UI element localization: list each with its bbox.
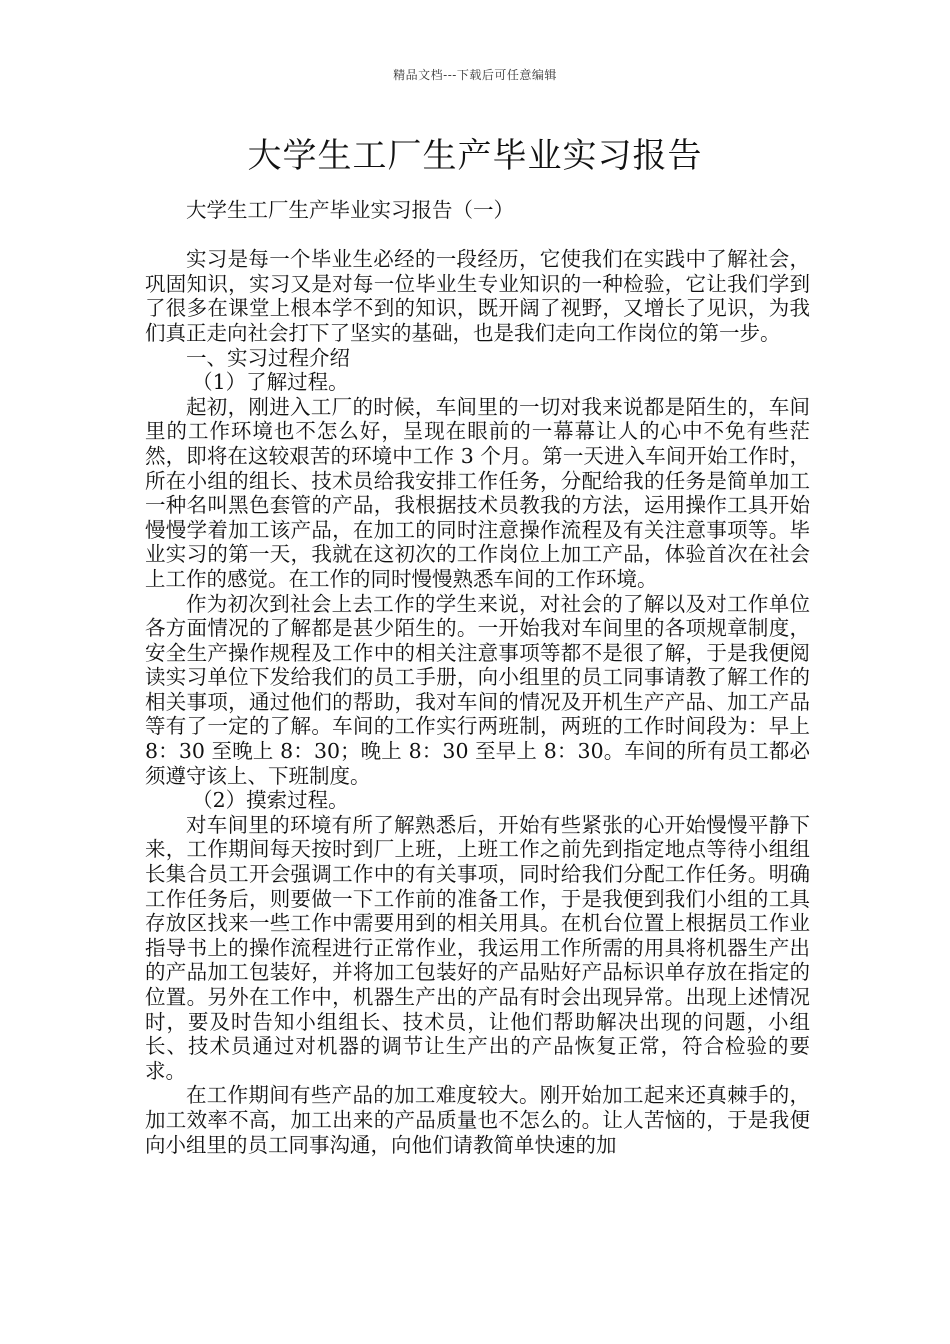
paragraph-rules: 作为初次到社会上去工作的学生来说，对社会的了解以及对工作单位各方面情况的了解都是甚少陌生的。一开始我对车间里的各项规章制度，安全生产操作规程及工作中的相关注意事项等都不是很了解，于是我便阅读实习单位下发给我们的员工手册，向小组里的员工同事请教了解工作的相关事项，通过他们的帮助，我对车间的情况及开机生产产品、加工产品等有了一定的了解。车间的工作实行两班制，两班的工作时间段为：早上 8：30 至晚上 8：30；晚上 8：30 至早上 8：30。车间的所有员工都必须遵守该上、下班制度。	[145, 591, 810, 788]
section-heading: 一、实习过程介绍	[186, 345, 350, 370]
paragraph-workflow: 对车间里的环境有所了解熟悉后，开始有些紧张的心开始慢慢平静下来，工作期间每天按时到厂上班，上班工作之前先到指定地点等待小组组长集合员工开会强调工作中的有关事项，同时给我们分配工作任务。明确工作任务后，则要做一下工作前的准备工作，于是我便到我们小组的工具存放区找来一些工作中需要用到的相关用具。在机台位置上根据员工作业指导书上的操作流程进行正常作业，我运用工作所需的用具将机器生产出的产品加工包装好，并将加工包装好的产品贴好产品标识单存放在指定的位置。另外在工作中，机器生产出的产品有时会出现异常。出现上述情况时，要及时告知小组组长、技术员，让他们帮助解决出现的问题，小组长、技术员通过对机器的调节让生产出的产品恢复正常，符合检验的要求。	[145, 812, 810, 1083]
paragraph-difficulty: 在工作期间有些产品的加工难度较大。刚开始加工起来还真棘手的，加工效率不高，加工出来的产品质量也不怎么的。让人苦恼的，于是我便向小组里的员工同事沟通，向他们请教简单快速的加	[145, 1083, 810, 1157]
paragraph-first-day: 起初，刚进入工厂的时候，车间里的一切对我来说都是陌生的，车间里的工作环境也不怎么好，呈现在眼前的一幕幕让人的心中不免有些茫然，即将在这较艰苦的环境中工作 3 个月。第一天进入车间开始工作时，所在小组的组长、技术员给我安排工作任务，分配给我的任务是简单加工一种名叫黑色套管的产品，我根据技术员教我的方法，运用操作工具开始慢慢学着加工该产品，在加工的同时注意操作流程及有关注意事项等。毕业实习的第一天，我就在这初次的工作岗位上加工产品，体验首次在社会上工作的感觉。在工作的同时慢慢熟悉车间的工作环境。	[145, 394, 810, 591]
paragraph-intro: 实习是每一个毕业生必经的一段经历，它使我们在实践中了解社会，巩固知识，实习又是对每一位毕业生专业知识的一种检验，它让我们学到了很多在课堂上根本学不到的知识，既开阔了视野，又增长了见识，为我们真正走向社会打下了坚实的基础，也是我们走向工作岗位的第一步。	[145, 247, 810, 345]
sub-heading-understanding: （1）了解过程。	[192, 370, 349, 395]
document-title: 大学生工厂生产毕业实习报告	[247, 136, 703, 176]
document-subtitle: 大学生工厂生产毕业实习报告（一）	[186, 198, 514, 222]
header-note: 精品文档---下载后可任意编辑	[393, 68, 557, 82]
sub-heading-exploring: （2）摸索过程。	[192, 788, 349, 813]
document-body	[145, 198, 810, 1157]
